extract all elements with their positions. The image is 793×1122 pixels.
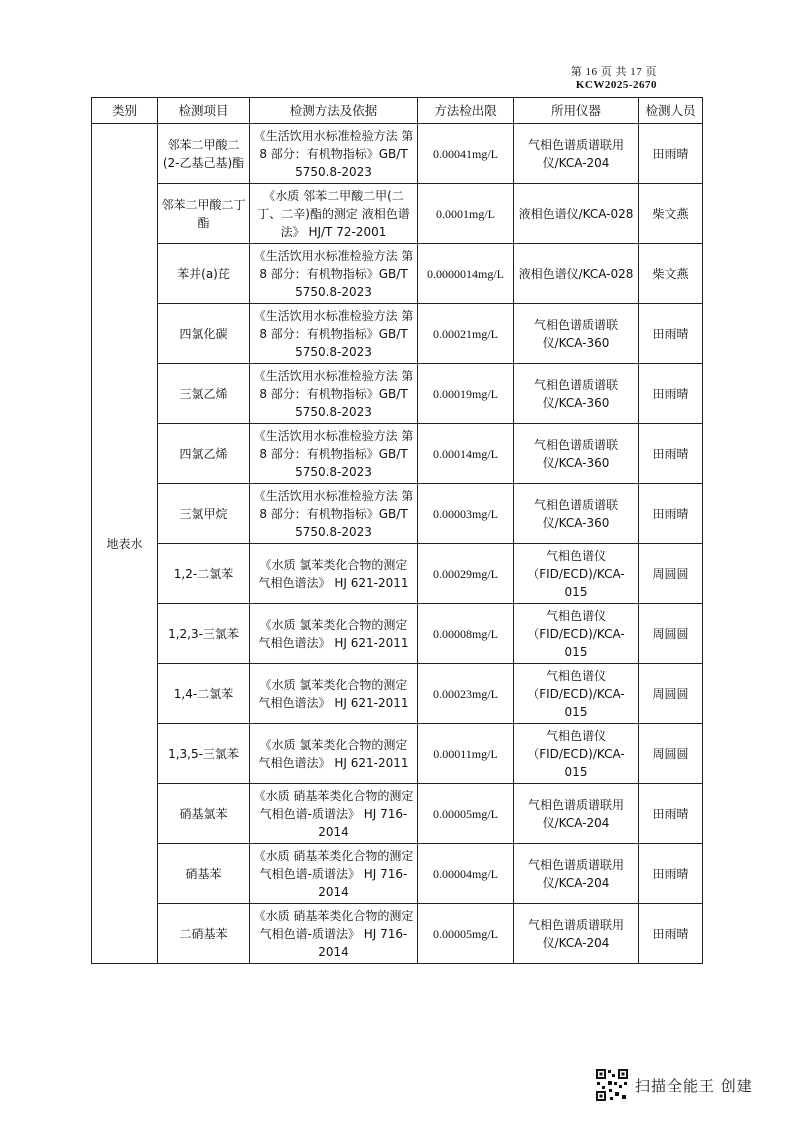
method-cell: 《水质 氯苯类化合物的测定 气相色谱法》 HJ 621-2011 <box>250 664 418 724</box>
item-cell: 硝基苯 <box>158 844 250 904</box>
report-number: KCW2025-2670 <box>575 79 657 91</box>
limit-cell: 0.0001mg/L <box>418 184 514 244</box>
item-cell: 二硝基苯 <box>158 904 250 964</box>
item-cell: 1,3,5-三氯苯 <box>158 724 250 784</box>
item-cell: 1,2-二氯苯 <box>158 544 250 604</box>
test-methods-table <box>91 97 703 964</box>
table-row <box>92 304 703 364</box>
person-cell: 田雨晴 <box>639 424 703 484</box>
instrument-cell: 液相色谱仪/KCA-028 <box>514 184 639 244</box>
limit-cell: 0.00011mg/L <box>418 724 514 784</box>
method-cell: 《水质 硝基苯类化合物的测定 气相色谱-质谱法》 HJ 716-2014 <box>250 904 418 964</box>
limit-cell: 0.00005mg/L <box>418 784 514 844</box>
limit-cell: 0.00008mg/L <box>418 604 514 664</box>
limit-cell: 0.00029mg/L <box>418 544 514 604</box>
instrument-cell: 气相色谱质谱联仪/KCA-360 <box>514 304 639 364</box>
table-row <box>92 724 703 784</box>
person-cell: 周圆圆 <box>639 664 703 724</box>
col-header-person: 检测人员 <box>639 98 703 124</box>
instrument-cell: 气相色谱质谱联仪/KCA-360 <box>514 364 639 424</box>
item-cell: 邻苯二甲酸二(2-乙基己基)酯 <box>158 124 250 184</box>
camscanner-label: 扫描全能王 创建 <box>635 1076 753 1095</box>
person-cell: 田雨晴 <box>639 364 703 424</box>
page-info: 第 16 页 共 17 页 <box>570 66 657 78</box>
person-cell: 周圆圆 <box>639 544 703 604</box>
method-cell: 《生活饮用水标准检验方法 第 8 部分：有机物指标》GB/T 5750.8-2023 <box>250 364 418 424</box>
col-header-category: 类别 <box>92 98 158 124</box>
instrument-cell: 气相色谱仪（FID/ECD)/KCA-015 <box>514 544 639 604</box>
instrument-cell: 气相色谱仪（FID/ECD)/KCA-015 <box>514 604 639 664</box>
table-row <box>92 484 703 544</box>
instrument-cell: 气相色谱质谱联用仪/KCA-204 <box>514 124 639 184</box>
instrument-cell: 气相色谱质谱联用仪/KCA-204 <box>514 784 639 844</box>
table-row <box>92 544 703 604</box>
method-cell: 《水质 硝基苯类化合物的测定 气相色谱-质谱法》 HJ 716-2014 <box>250 784 418 844</box>
item-cell: 四氯化碳 <box>158 304 250 364</box>
limit-cell: 0.00014mg/L <box>418 424 514 484</box>
person-cell: 田雨晴 <box>639 124 703 184</box>
limit-cell: 0.00005mg/L <box>418 904 514 964</box>
method-cell: 《生活饮用水标准检验方法 第 8 部分：有机物指标》GB/T 5750.8-2023 <box>250 484 418 544</box>
method-cell: 《生活饮用水标准检验方法 第 8 部分：有机物指标》GB/T 5750.8-2023 <box>250 124 418 184</box>
qr-code-icon <box>595 1068 629 1102</box>
table-row <box>92 844 703 904</box>
method-cell: 《水质 氯苯类化合物的测定 气相色谱法》 HJ 621-2011 <box>250 544 418 604</box>
instrument-cell: 液相色谱仪/KCA-028 <box>514 244 639 304</box>
table-row <box>92 364 703 424</box>
item-cell: 1,2,3-三氯苯 <box>158 604 250 664</box>
item-cell: 苯并(a)芘 <box>158 244 250 304</box>
person-cell: 田雨晴 <box>639 484 703 544</box>
col-header-item: 检测项目 <box>158 98 250 124</box>
person-cell: 柴文燕 <box>639 244 703 304</box>
method-cell: 《水质 邻苯二甲酸二甲(二丁、二辛)酯的测定 液相色谱法》 HJ/T 72-2001 <box>250 184 418 244</box>
person-cell: 周圆圆 <box>639 724 703 784</box>
person-cell: 田雨晴 <box>639 304 703 364</box>
limit-cell: 0.00019mg/L <box>418 364 514 424</box>
category-cell: 地表水 <box>92 124 158 964</box>
instrument-cell: 气相色谱质谱联仪/KCA-360 <box>514 424 639 484</box>
limit-cell: 0.00023mg/L <box>418 664 514 724</box>
table-header-row <box>92 98 703 124</box>
method-cell: 《水质 氯苯类化合物的测定 气相色谱法》 HJ 621-2011 <box>250 724 418 784</box>
item-cell: 邻苯二甲酸二丁酯 <box>158 184 250 244</box>
table-row <box>92 904 703 964</box>
item-cell: 四氯乙烯 <box>158 424 250 484</box>
col-header-instrument: 所用仪器 <box>514 98 639 124</box>
item-cell: 硝基氯苯 <box>158 784 250 844</box>
instrument-cell: 气相色谱质谱联用仪/KCA-204 <box>514 904 639 964</box>
person-cell: 田雨晴 <box>639 784 703 844</box>
person-cell: 周圆圆 <box>639 604 703 664</box>
method-cell: 《生活饮用水标准检验方法 第 8 部分：有机物指标》GB/T 5750.8-2023 <box>250 424 418 484</box>
limit-cell: 0.00041mg/L <box>418 124 514 184</box>
method-cell: 《生活饮用水标准检验方法 第 8 部分：有机物指标》GB/T 5750.8-2023 <box>250 244 418 304</box>
table-row <box>92 124 703 184</box>
limit-cell: 0.0000014mg/L <box>418 244 514 304</box>
limit-cell: 0.00021mg/L <box>418 304 514 364</box>
person-cell: 田雨晴 <box>639 844 703 904</box>
item-cell: 1,4-二氯苯 <box>158 664 250 724</box>
item-cell: 三氯甲烷 <box>158 484 250 544</box>
instrument-cell: 气相色谱质谱联用仪/KCA-204 <box>514 844 639 904</box>
instrument-cell: 气相色谱仪（FID/ECD)/KCA-015 <box>514 724 639 784</box>
instrument-cell: 气相色谱质谱联仪/KCA-360 <box>514 484 639 544</box>
table-row <box>92 784 703 844</box>
item-cell: 三氯乙烯 <box>158 364 250 424</box>
camscanner-badge <box>595 1068 753 1102</box>
instrument-cell: 气相色谱仪（FID/ECD)/KCA-015 <box>514 664 639 724</box>
table-row <box>92 424 703 484</box>
table-row <box>92 244 703 304</box>
col-header-limit: 方法检出限 <box>418 98 514 124</box>
method-cell: 《水质 氯苯类化合物的测定 气相色谱法》 HJ 621-2011 <box>250 604 418 664</box>
method-cell: 《水质 硝基苯类化合物的测定 气相色谱-质谱法》 HJ 716-2014 <box>250 844 418 904</box>
limit-cell: 0.00003mg/L <box>418 484 514 544</box>
limit-cell: 0.00004mg/L <box>418 844 514 904</box>
table-row <box>92 184 703 244</box>
col-header-method: 检测方法及依据 <box>250 98 418 124</box>
table-row <box>92 604 703 664</box>
person-cell: 柴文燕 <box>639 184 703 244</box>
table-row <box>92 664 703 724</box>
method-cell: 《生活饮用水标准检验方法 第 8 部分：有机物指标》GB/T 5750.8-2023 <box>250 304 418 364</box>
person-cell: 田雨晴 <box>639 904 703 964</box>
